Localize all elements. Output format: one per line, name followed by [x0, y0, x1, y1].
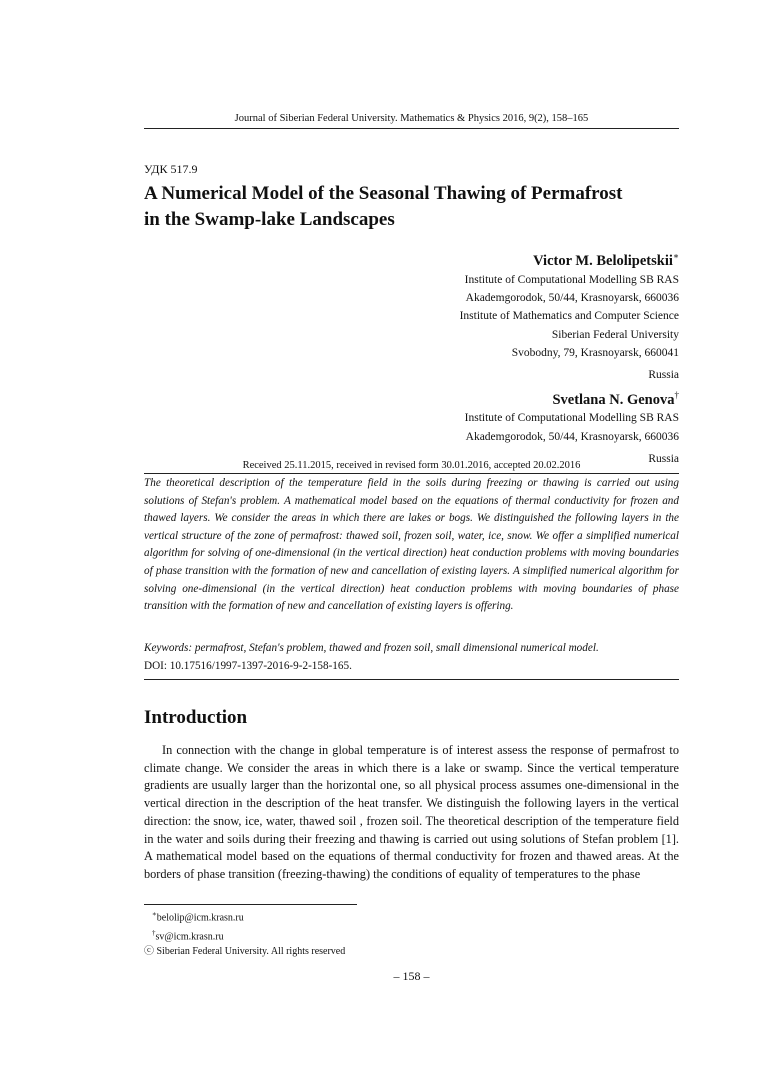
affiliation-line: Institute of Computational Modelling SB RAS [464, 273, 679, 286]
author-name: Svetlana N. Genova† [552, 389, 679, 408]
affiliation-line: Svobodny, 79, Krasnoyarsk, 660041 [511, 347, 679, 360]
title-line-2: in the Swamp-lake Landscapes [144, 209, 395, 230]
author-mark: † [674, 389, 679, 400]
affiliation-line: Institute of Mathematics and Computer Science [459, 310, 679, 323]
running-head: Journal of Siberian Federal University. Mathematics & Physics 2016, 9(2), 158–165 [144, 113, 679, 129]
footnote-divider [144, 904, 357, 905]
author-name: Victor M. Belolipetskii∗ [533, 251, 679, 269]
footnote-email-2: sv@icm.krasn.ru [155, 931, 224, 943]
page-number: – 158 – [393, 969, 430, 983]
author-mark: ∗ [672, 251, 679, 261]
affiliation-line: Akademgorodok, 50/44, Krasnoyarsk, 660036 [465, 430, 679, 443]
abstract-text: The theoretical description of the temperature field in the soils during freezing or thawing is carried out using solutions of Stefan's problem. A mathematical model based on the equations of thermal conductivity for frozen and thawed layers. We consider the areas in which there are lakes or bogs. We distinguished the following layers in the vertical structure of the zone of permafrost: thawed soil, frozen soil, water, ice, snow. We offer a simplified numerical algorithm for solving of one-dimensional (in the vertical direction) heat conduction problems with moving boundaries of phase transition with the formation of new and cancellation of existing layers. A simplified numerical algorithm for solving one-dimensional (in the vertical direction) heat conduction problems with moving boundaries of phase transition with the formation of new and cancellation of existing layers is offering. [144, 477, 679, 613]
affiliation-line: Akademgorodok, 50/44, Krasnoyarsk, 660036 [465, 292, 679, 305]
introduction-body [144, 742, 679, 884]
affiliation-country: Russia [648, 453, 679, 466]
author-block-2 [279, 385, 679, 469]
introduction-paragraph: In connection with the change in global temperature is of interest assess the response of permafrost to climate change. We consider the areas in which there is a lake or swamp. Since the vertical temperature gradients are usually larger than the horizontal one, so all physical process assumes one-dimensional in the vertical direction in the description of the heat transfer. We distinguish the following layers in the vertical direction: the snow, ice, water, thawed soil , frozen soil. The theoretical description of the temperature field in the water and soils during their freezing and thawing is carried out using solutions of Stefan problem [1]. A mathematical model based on the equations of thermal conductivity for frozen and thawed areas. At the borders of phase transition (freezing-thawing) the conditions of equality of temperatures to the phase [144, 743, 679, 881]
title-line-1: A Numerical Model of the Seasonal Thawing of Permafrost [144, 183, 623, 204]
received-dates: Received 25.11.2015, received in revised form 30.01.2016, accepted 20.02.2016 [144, 460, 679, 474]
footnote-email-1: belolip@icm.krasn.ru [156, 912, 244, 924]
affiliation-line: Siberian Federal University [551, 328, 679, 341]
doi: DOI: 10.17516/1997-1397-2016-9-2-158-165. [144, 659, 352, 672]
affiliation-country: Russia [648, 369, 679, 382]
udk-code: УДК 517.9 [144, 162, 198, 176]
abstract [144, 475, 679, 616]
author-list [279, 246, 679, 468]
footnotes [144, 907, 345, 959]
footnote-1: ∗belolip@icm.krasn.ru [152, 910, 244, 924]
section-heading-introduction: Introduction [144, 707, 248, 728]
paper-title [144, 181, 679, 233]
keywords: Keywords: permafrost, Stefan's problem, thawed and frozen soil, small dimensional numerical model. [144, 642, 599, 654]
copyright-notice: ⓒ Siberian Federal University. All rights reserved [144, 945, 346, 957]
footnote-2: †sv@icm.krasn.ru [152, 928, 224, 943]
author-block-1 [279, 246, 679, 385]
affiliation-line: Institute of Computational Modelling SB RAS [464, 412, 679, 425]
keywords-block [144, 640, 679, 680]
